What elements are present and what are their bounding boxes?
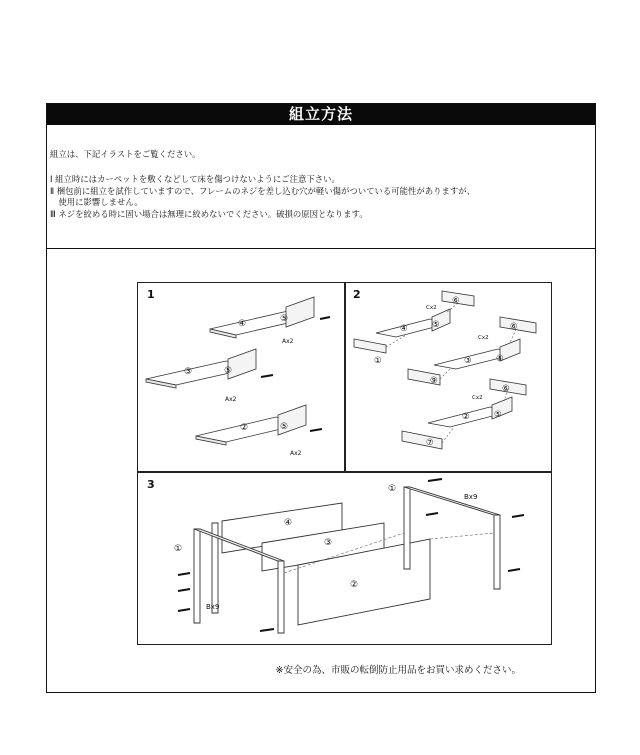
page-title: 組立方法 — [47, 104, 595, 125]
step-1-screw-count-3: Ax2 — [290, 450, 302, 457]
step-1-label-2: ② — [240, 423, 249, 433]
step-3-label-1-right: ① — [388, 484, 397, 494]
step-2-panel — [345, 282, 552, 472]
assembly-notes — [47, 125, 595, 249]
step-2-label-2: ② — [462, 412, 470, 422]
step-3-label-1-left: ① — [174, 544, 183, 554]
step-2-diagram — [346, 283, 553, 473]
step-1-label-4: ④ — [238, 319, 247, 329]
step-2-label-6c: ⑥ — [502, 384, 510, 394]
note-2: Ⅱ 梱包前に組立を試作していますので、フレームのネジを差し込む穴が軽い傷がついている可能性がありますが、 — [50, 186, 476, 196]
step-3-panel — [137, 472, 552, 645]
step-2-screw-count-3: Cx2 — [472, 395, 483, 401]
step-1-label-3: ③ — [184, 367, 193, 377]
step-1-label-5b: ⑤ — [224, 366, 233, 376]
step-2-label-1: ① — [374, 356, 382, 366]
intro-text: 組立は、下記イラストをご覧ください。 — [50, 149, 201, 159]
step-2-label-9: ⑨ — [430, 376, 438, 386]
safety-note: ※安全の為、市販の転倒防止用品をお買い求めください。 — [275, 665, 521, 676]
step-3-label-3: ③ — [324, 538, 333, 548]
step-2-screw-count-1: Cx2 — [426, 305, 437, 311]
step-3-label-4: ④ — [284, 518, 293, 528]
step-1-screw-count-1: Ax2 — [282, 338, 294, 345]
step-1-label-5a: ⑤ — [280, 314, 289, 324]
step-3-label-2: ② — [350, 580, 359, 590]
step-1-screw-count-2: Ax2 — [225, 396, 237, 403]
step-3-diagram — [138, 473, 553, 646]
step-2-label-5a: ⑤ — [432, 320, 440, 330]
step-2-number: 2 — [353, 288, 361, 301]
note-3: Ⅲ ネジを絞める時に固い場合は無理に絞めないでください。破損の原因となります。 — [50, 209, 368, 219]
step-2-label-4: ④ — [400, 324, 408, 334]
step-2-screw-count-2: Cx2 — [478, 335, 489, 341]
assembly-instructions-sheet — [46, 103, 596, 693]
illustration-area — [47, 249, 595, 694]
step-3-screw-count-right: Bx9 — [464, 493, 478, 501]
step-3-number: 3 — [147, 478, 155, 491]
step-1-diagram — [138, 283, 346, 473]
note-1: Ⅰ 組立時にはカーペットを敷くなどして床を傷つけないようにご注意下さい。 — [50, 174, 340, 184]
step-2-label-3: ③ — [464, 356, 472, 366]
step-2-label-7: ⑦ — [426, 438, 434, 448]
step-1-number: 1 — [147, 288, 155, 301]
step-1-panel — [137, 282, 345, 472]
step-2-label-6b: ⑥ — [510, 322, 518, 332]
step-3-screw-count-left: Bx9 — [206, 603, 220, 611]
note-2-cont: 使用に影響しません。 — [50, 197, 143, 207]
step-2-label-5c: ⑤ — [494, 410, 502, 420]
step-1-label-5c: ⑤ — [280, 422, 289, 432]
step-2-label-5b: ⑤ — [496, 354, 504, 364]
step-2-label-6a: ⑥ — [452, 296, 460, 306]
